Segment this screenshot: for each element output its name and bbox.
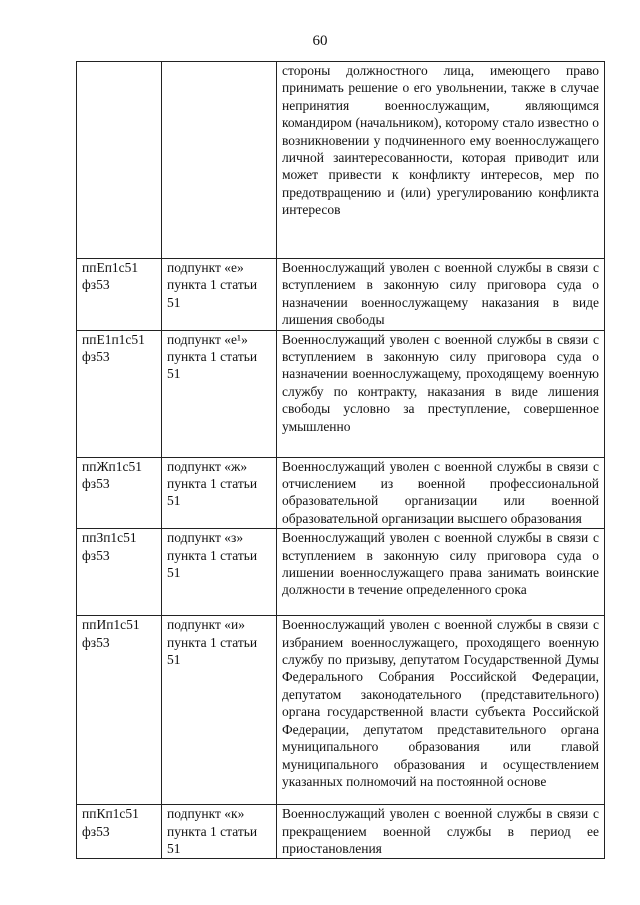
table-row [77,259,605,331]
page-number: 60 [312,33,328,49]
row-code-cell: ппИп1с51 фз53 [77,616,162,805]
row-legal-basis-cell: подпункт «и» пункта 1 статьи 51 [162,616,277,805]
table-body [77,62,605,859]
row-description-cell: Военнослужащий уволен с военной службы в связи с вступлением в законную силу приговора суда о назначении военнослужащему наказания в виде лишения свободы [277,259,605,331]
table-row [77,457,605,529]
row-description-cell: Военнослужащий уволен с военной службы в связи с вступлением в законную силу приговора суда о назначении военнослужащему, проходящему военную службу по контракту, наказания в виде лишения свободы условно за преступление, совершенное умышленно [277,330,605,457]
row-description-cell: стороны должностного лица, имеющего право принимать решение о его увольнении, также в случае непринятия военнослужащим, являющимся командиром (начальником), которому стало известно о возникновении у подчиненного ему военнослужащего личной заинтересованности, которая приводит или может привести к конфликту интересов, мер по предотвращению и (или) урегулированию конфликта интересов [277,62,605,259]
row-code-cell: ппЗп1с51 фз53 [77,529,162,616]
table-row [77,616,605,805]
table-row [77,805,605,859]
dismissal-codes-table [76,61,605,859]
row-code-cell: ппЕ1п1с51 фз53 [77,330,162,457]
row-legal-basis-cell: подпункт «е¹» пункта 1 статьи 51 [162,330,277,457]
row-code-cell: ппКп1с51 фз53 [77,805,162,859]
row-description-cell: Военнослужащий уволен с военной службы в связи с избранием военнослужащего, проходящего военную службу по призыву, депутатом Государственной Думы Федерального Собрания Российской Федерации, депутатом законодательного (представительного) органа государственной власти субъекта Российской Федерации, депутатом представительного органа муниципального образования или главой муниципального образования и осуществлением указанных полномочий на постоянной основе [277,616,605,805]
row-code-cell: ппЕп1с51 фз53 [77,259,162,331]
table-row [77,62,605,259]
row-legal-basis-cell [162,62,277,259]
row-legal-basis-cell: подпункт «е» пункта 1 статьи 51 [162,259,277,331]
row-legal-basis-cell: подпункт «з» пункта 1 статьи 51 [162,529,277,616]
row-description-cell: Военнослужащий уволен с военной службы в связи с вступлением в законную силу приговора суда о лишении военнослужащего права занимать воинские должности в течение определенного срока [277,529,605,616]
row-code-cell: ппЖп1с51 фз53 [77,457,162,529]
row-description-cell: Военнослужащий уволен с военной службы в связи с отчислением из военной профессиональной образовательной организации или военной образовательной организации высшего образования [277,457,605,529]
row-code-cell [77,62,162,259]
row-legal-basis-cell: подпункт «к» пункта 1 статьи 51 [162,805,277,859]
table-row [77,330,605,457]
row-legal-basis-cell: подпункт «ж» пункта 1 статьи 51 [162,457,277,529]
row-description-cell: Военнослужащий уволен с военной службы в связи с прекращением военной службы в период ее приостановления [277,805,605,859]
table-row [77,529,605,616]
